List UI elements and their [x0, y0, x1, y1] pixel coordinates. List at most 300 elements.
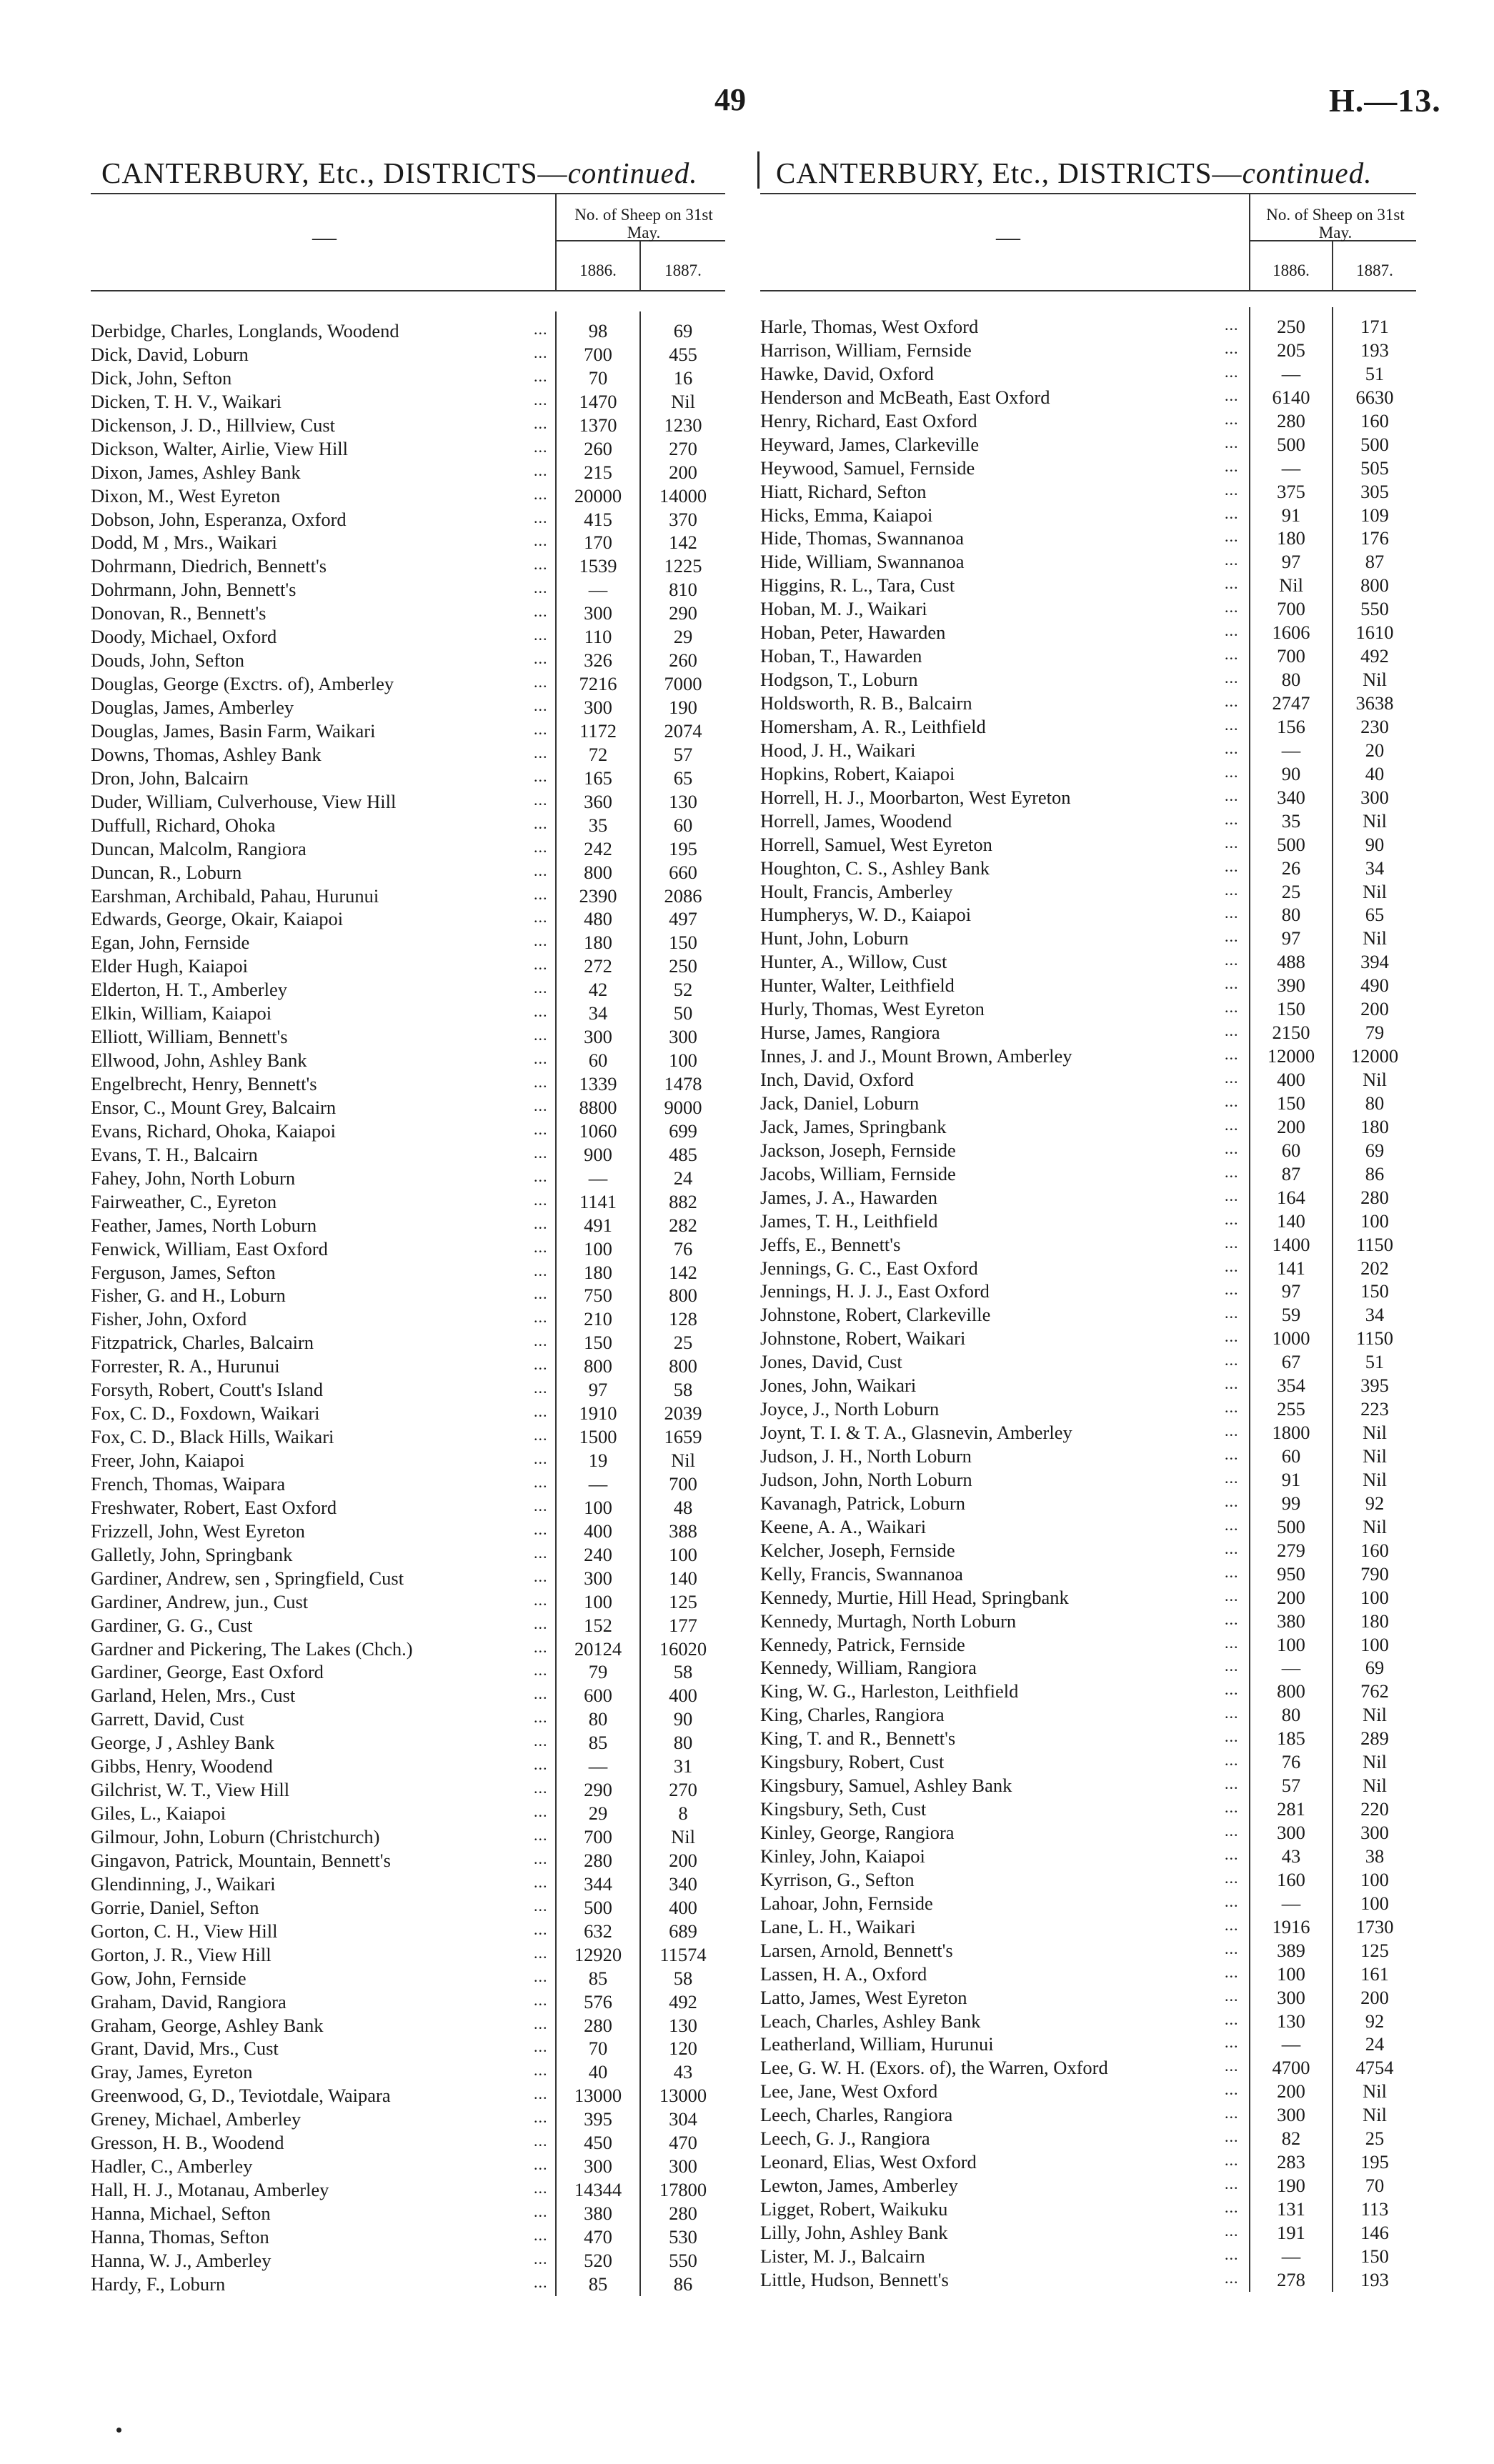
sheep-1886-value: 480: [584, 908, 612, 930]
sheep-1887-value: 130: [669, 2014, 697, 2036]
owner-name: Kingsbury, Robert, Cust: [760, 1751, 945, 1773]
table-row: [760, 1162, 1416, 1185]
sheep-1886-value: 290: [584, 1779, 612, 1801]
sheep-1886-value: 300: [1277, 1986, 1305, 2008]
owner-name: Elkin, William, Kaiapoi: [91, 1002, 272, 1024]
sheep-1886-value: 800: [584, 861, 612, 883]
sheep-1886-value: 200: [1277, 1115, 1305, 1137]
sheep-1887-value: 125: [669, 1590, 697, 1612]
sheep-1887-value: 340: [669, 1872, 697, 1895]
leader-dots: ...: [1225, 1586, 1239, 1605]
sheep-1886-value: 278: [1277, 2268, 1305, 2290]
sheep-1886-value: —: [588, 1472, 608, 1495]
leader-dots: ...: [1225, 457, 1239, 475]
sheep-1886-value: 20124: [574, 1637, 622, 1660]
sheep-1887-value: 69: [1365, 1657, 1385, 1679]
sheep-1887-value: Nil: [1363, 1751, 1387, 1773]
sheep-1886-value: Nil: [1279, 574, 1303, 597]
table-row: [91, 1942, 725, 1966]
owner-name: Hodgson, T., Loburn: [760, 669, 918, 691]
owner-name: Greney, Michael, Amberley: [91, 2108, 302, 2130]
table-row: [760, 2173, 1416, 2197]
leader-dots: ...: [534, 1967, 548, 1985]
leader-dots: ...: [1225, 2033, 1239, 2052]
sheep-1886-value: 300: [584, 1026, 612, 1048]
table-row: [760, 479, 1416, 503]
table-row: [760, 503, 1416, 527]
owner-name: Hopkins, Robert, Kaiapoi: [760, 762, 955, 784]
left-column-title: [101, 156, 698, 190]
owner-name: James, J. A., Hawarden: [760, 1186, 938, 1208]
owner-name: Horrell, Samuel, West Eyreton: [760, 833, 992, 855]
sheep-1887-value: 550: [669, 2249, 697, 2271]
owner-name: Gilmour, John, Loburn (Christchurch): [91, 1826, 380, 1847]
right-rows: [760, 314, 1416, 2291]
leader-dots: ...: [534, 1002, 548, 1021]
sheep-1886-value: 300: [584, 1567, 612, 1589]
owner-name: Jeffs, E., Bennett's: [760, 1233, 901, 1255]
column-separator: [757, 151, 760, 189]
sheep-1886-value: 100: [584, 1237, 612, 1260]
sheep-1886-value: 70: [588, 2037, 608, 2060]
leader-dots: ...: [1225, 433, 1239, 452]
leader-dots: ...: [1225, 1868, 1239, 1887]
sheep-1887-value: 260: [669, 649, 697, 672]
sheep-1887-value: Nil: [671, 390, 695, 412]
table-row: [760, 1067, 1416, 1091]
leader-dots: ...: [534, 884, 548, 903]
owner-name: Kinley, John, Kaiapoi: [760, 1845, 925, 1867]
sheep-1886-value: 344: [584, 1872, 612, 1895]
sheep-1886-value: 14344: [574, 2179, 622, 2201]
sheep-1887-value: 492: [669, 1990, 697, 2012]
leader-dots: ...: [534, 1872, 548, 1891]
sheep-1886-value: 300: [584, 697, 612, 718]
leader-dots: ...: [534, 1167, 548, 1185]
leader-dots: ...: [534, 2273, 548, 2291]
leader-dots: ...: [534, 1567, 548, 1585]
leader-dots: ...: [534, 649, 548, 668]
sheep-1886-value: 80: [588, 1708, 608, 1730]
sheep-1887-value: 700: [669, 1472, 697, 1495]
sheep-1886-value: 180: [584, 932, 612, 954]
table-row: [91, 1801, 725, 1825]
sheep-1886-value: 35: [1281, 809, 1301, 832]
leader-dots: ...: [1225, 1327, 1239, 1346]
table-row: [91, 1072, 725, 1095]
sheep-1886-value: 600: [584, 1685, 612, 1707]
sheep-1887-value: 200: [1360, 998, 1389, 1020]
sheep-1886-value: 470: [584, 2225, 612, 2248]
table-row: [760, 1350, 1416, 1373]
owner-name: Gardiner, Andrew, jun., Cust: [91, 1590, 309, 1612]
sheep-1886-value: 70: [588, 366, 608, 389]
sheep-1886-value: 100: [584, 1496, 612, 1518]
sheep-1887-value: Nil: [1363, 1515, 1387, 1537]
leader-dots: ...: [1225, 1162, 1239, 1181]
owner-name: Forsyth, Robert, Coutt's Island: [91, 1379, 323, 1401]
table-row: [760, 785, 1416, 809]
sheep-1886-value: 1141: [579, 1190, 617, 1212]
leader-dots: ...: [534, 1214, 548, 1232]
sheep-1887-value: 280: [669, 2203, 697, 2224]
leader-dots: ...: [534, 1496, 548, 1515]
table-row: [91, 1283, 725, 1307]
sheep-1887-value: 280: [1360, 1186, 1389, 1208]
table-row: [760, 2197, 1416, 2220]
owner-name: Judson, J. H., North Loburn: [760, 1445, 972, 1467]
sheep-1887-value: 79: [1365, 1022, 1385, 1044]
leader-dots: ...: [534, 1096, 548, 1114]
table-row: [91, 1707, 725, 1730]
sheep-1887-value: 92: [1365, 2010, 1385, 2032]
table-row: [760, 1091, 1416, 1114]
table-row: [760, 2032, 1416, 2055]
sheep-1886-value: 255: [1277, 1398, 1305, 1420]
owner-name: Hurse, James, Rangiora: [760, 1022, 940, 1044]
table-row: [760, 2268, 1416, 2291]
table-row: [91, 554, 725, 577]
owner-name: Lee, G. W. H. (Exors. of), the Warren, Oxford: [760, 2057, 1108, 2079]
owner-name: Harle, Thomas, West Oxford: [760, 316, 979, 337]
sheep-1887-value: 282: [669, 1214, 697, 1236]
owner-name: Jack, Daniel, Loburn: [760, 1092, 920, 1114]
sheep-1886-value: 90: [1281, 762, 1301, 784]
leader-dots: ...: [1225, 1798, 1239, 1817]
sheep-1887-value: 34: [1365, 1304, 1385, 1326]
sheep-1886-value: 97: [588, 1379, 608, 1401]
owner-name: Leatherland, William, Hurunui: [760, 2033, 994, 2055]
table-row: [91, 1237, 725, 1260]
leader-dots: ...: [534, 2014, 548, 2032]
sheep-1886-value: 2150: [1272, 1022, 1310, 1044]
owner-name: Hoban, M. J., Waikari: [760, 598, 927, 620]
table-row: [760, 1515, 1416, 1538]
table-row: [760, 1491, 1416, 1515]
sheep-1887-value: 51: [1365, 1351, 1385, 1373]
owner-name: Downs, Thomas, Ashley Bank: [91, 743, 322, 765]
table-row: [91, 1472, 725, 1495]
leader-dots: ...: [1225, 1633, 1239, 1652]
sheep-1886-value: 7216: [579, 673, 617, 695]
owner-name: George, J , Ashley Bank: [91, 1732, 275, 1754]
sheep-1887-value: 195: [669, 837, 697, 859]
owner-name: Hunter, A., Willow, Cust: [760, 951, 947, 973]
sheep-1887-value: 146: [1360, 2221, 1389, 2243]
table-row: [91, 624, 725, 648]
table-row: [760, 1891, 1416, 1915]
owner-name: Gardiner, George, East Oxford: [91, 1661, 324, 1683]
sheep-1887-value: 400: [669, 1896, 697, 1918]
owner-name: Lane, L. H., Waikari: [760, 1915, 916, 1937]
owner-name: Garland, Helen, Mrs., Cust: [91, 1685, 296, 1707]
sheep-1887-value: 51: [1365, 362, 1385, 384]
sheep-1886-value: 1800: [1272, 1422, 1310, 1444]
sheep-1886-value: 91: [1281, 1468, 1301, 1490]
sheep-1886-value: 34: [588, 1002, 608, 1024]
leader-dots: ...: [534, 1990, 548, 2009]
leader-dots: ...: [534, 579, 548, 597]
sheep-1887-value: 38: [1365, 1845, 1385, 1867]
sheep-1887-value: 470: [669, 2132, 697, 2154]
leader-dots: ...: [1225, 2268, 1239, 2287]
leader-dots: ...: [1225, 1657, 1239, 1675]
table-row: [760, 1867, 1416, 1891]
owner-name: Hunt, John, Loburn: [760, 927, 909, 949]
owner-name: Frizzell, John, West Eyreton: [91, 1520, 305, 1542]
table-row: [91, 1919, 725, 1942]
table-row: [760, 1632, 1416, 1656]
table-row: [760, 879, 1416, 903]
leader-dots: ...: [1225, 1704, 1239, 1722]
table-row: [91, 2036, 725, 2060]
sheep-1887-value: 24: [1365, 2033, 1385, 2055]
owner-name: Gresson, H. B., Woodend: [91, 2132, 284, 2154]
table-row: [760, 691, 1416, 714]
owner-name: Larsen, Arnold, Bennett's: [760, 1939, 953, 1961]
leader-dots: ...: [1225, 739, 1239, 757]
sheep-1887-value: 370: [669, 508, 697, 530]
sheep-1886-value: 99: [1281, 1492, 1301, 1514]
sheep-1887-value: 58: [673, 1661, 693, 1683]
leader-dots: ...: [534, 1450, 548, 1467]
sheep-1887-value: 12000: [1350, 1045, 1399, 1067]
owner-name: Dick, John, Sefton: [91, 366, 232, 389]
leader-dots: ...: [534, 743, 548, 762]
owner-name: Greenwood, G, D., Teviotdale, Waipara: [91, 2085, 391, 2107]
leader-dots: ...: [1225, 833, 1239, 852]
table-row: [760, 1750, 1416, 1773]
owner-name: Jones, John, Waikari: [760, 1375, 917, 1397]
table-row: [760, 456, 1416, 479]
sheep-1887-value: 177: [669, 1614, 697, 1636]
leader-dots: ...: [1225, 857, 1239, 875]
table-row: [91, 695, 725, 719]
leader-dots: ...: [1225, 1445, 1239, 1463]
owner-name: Derbidge, Charles, Longlands, Woodend: [91, 320, 399, 341]
leader-dots: ...: [1225, 974, 1239, 993]
owner-name: Ellwood, John, Ashley Bank: [91, 1049, 307, 1072]
sheep-1887-value: 4754: [1355, 2057, 1394, 2079]
sheep-1887-value: Nil: [1363, 1775, 1387, 1797]
sheep-1887-value: Nil: [1363, 1069, 1387, 1090]
owner-name: Kennedy, Murtagh, North Loburn: [760, 1610, 1017, 1632]
sheep-1886-value: 97: [1281, 1280, 1301, 1302]
sheep-1886-value: 1500: [579, 1426, 617, 1448]
sheep-1887-value: 490: [1360, 974, 1389, 997]
owner-name: Lassen, H. A., Oxford: [760, 1962, 927, 1985]
table-row: [91, 907, 725, 930]
table-row: [91, 742, 725, 766]
table-row: [760, 902, 1416, 926]
owner-name: Inch, David, Oxford: [760, 1069, 914, 1090]
owner-name: James, T. H., Leithfield: [760, 1209, 938, 1232]
sheep-1886-value: 97: [1281, 927, 1301, 949]
sheep-1886-value: 800: [584, 1355, 612, 1377]
leader-dots: ...: [1225, 1962, 1239, 1981]
sheep-1886-value: 35: [588, 814, 608, 836]
sheep-1887-value: 270: [669, 1779, 697, 1801]
leader-dots: ...: [534, 508, 548, 527]
sheep-1886-value: 29: [588, 1802, 608, 1825]
leader-dots: ...: [534, 532, 548, 550]
sheep-1886-value: 491: [584, 1214, 612, 1236]
leader-dots: ...: [534, 1426, 548, 1445]
owner-name: Houghton, C. S., Ashley Bank: [760, 857, 990, 879]
owner-name: Gray, James, Eyreton: [91, 2061, 253, 2083]
leader-dots: ...: [534, 767, 548, 785]
sheep-1887-value: 20: [1365, 739, 1385, 761]
owner-name: Horrell, James, Woodend: [760, 809, 952, 832]
sheep-1886-value: 76: [1281, 1751, 1301, 1773]
table-row: [91, 1048, 725, 1072]
owner-name: Kennedy, Patrick, Fernside: [760, 1633, 965, 1655]
owner-name: King, T. and R., Bennett's: [760, 1727, 956, 1750]
owner-name: Freshwater, Robert, East Oxford: [91, 1496, 337, 1518]
owner-name: Kelly, Francis, Swannanoa: [760, 1562, 963, 1585]
owner-name: Gorton, C. H., View Hill: [91, 1920, 278, 1942]
sheep-1886-value: 415: [584, 508, 612, 530]
leader-dots: ...: [1225, 692, 1239, 710]
leader-dots: ...: [1225, 1492, 1239, 1510]
sheep-1886-value: 4700: [1272, 2057, 1310, 2079]
table-row: [91, 2178, 725, 2201]
column-rule: [1332, 307, 1333, 2292]
sheep-1887-value: 790: [1360, 1562, 1389, 1585]
leader-dots: ...: [1225, 1375, 1239, 1393]
owner-name: Giles, L., Kaiapoi: [91, 1802, 226, 1825]
table-row: [91, 1777, 725, 1801]
table-row: [760, 667, 1416, 691]
sheep-1887-value: 250: [669, 955, 697, 977]
sheep-1887-value: Nil: [1363, 880, 1387, 902]
sheep-1886-value: 57: [1281, 1775, 1301, 1797]
sheep-1887-value: 13000: [659, 2085, 707, 2107]
sheep-1887-value: 109: [1360, 504, 1389, 526]
sheep-1886-value: 42: [588, 979, 608, 1001]
owner-name: Fitzpatrick, Charles, Balcairn: [91, 1332, 314, 1354]
sheep-1887-value: 160: [1360, 409, 1389, 432]
sheep-1887-value: 6630: [1355, 386, 1394, 408]
leader-dots: ...: [534, 2132, 548, 2150]
leader-dots: ...: [1225, 527, 1239, 546]
sheep-1887-value: 223: [1360, 1398, 1389, 1420]
owner-name: Henderson and McBeath, East Oxford: [760, 386, 1050, 408]
sheep-1887-value: 395: [1360, 1375, 1389, 1397]
sheep-1887-value: 150: [669, 932, 697, 954]
sheep-1886-value: 82: [1281, 2128, 1301, 2150]
leader-dots: ...: [1225, 622, 1239, 640]
leader-dots: ...: [1225, 786, 1239, 804]
right-sheep-header: No. of Sheep on 31st May.: [1266, 206, 1405, 241]
sheep-1887-value: 100: [1360, 1209, 1389, 1232]
table-row: [760, 644, 1416, 667]
table-row: [91, 766, 725, 789]
sheep-1886-value: 326: [584, 649, 612, 672]
owner-name: Ensor, C., Mount Grey, Balcairn: [91, 1096, 337, 1118]
table-row: [760, 832, 1416, 856]
sheep-1887-value: 180: [1360, 1610, 1389, 1632]
sheep-1887-value: 65: [1365, 904, 1385, 926]
leader-dots: ...: [534, 790, 548, 809]
sheep-1887-value: Nil: [1363, 927, 1387, 949]
owner-name: Douglas, George (Exctrs. of), Amberley: [91, 673, 394, 695]
leader-dots: ...: [534, 626, 548, 644]
sheep-1886-value: 19: [588, 1450, 608, 1471]
sheep-1887-value: 1730: [1355, 1915, 1394, 1937]
leader-dots: ...: [534, 1708, 548, 1727]
owner-name: Galletly, John, Springbank: [91, 1543, 293, 1565]
sheep-1887-value: 762: [1360, 1680, 1389, 1702]
column-rule: [555, 311, 557, 2296]
owner-name: Dobson, John, Esperanza, Oxford: [91, 508, 347, 530]
sheep-1886-value: 375: [1277, 480, 1305, 502]
sheep-1887-value: 150: [1360, 1280, 1389, 1302]
table-row: [91, 1448, 725, 1472]
leader-dots: ...: [1225, 551, 1239, 569]
sheep-1886-value: 80: [1281, 1704, 1301, 1726]
sheep-1886-value: 80: [1281, 669, 1301, 691]
owner-name: Leach, Charles, Ashley Bank: [760, 2010, 981, 2032]
sheep-1886-value: 59: [1281, 1304, 1301, 1326]
sheep-1886-value: 1172: [579, 719, 617, 742]
owner-name: Kyrrison, G., Sefton: [760, 1868, 915, 1890]
sheep-1886-value: 520: [584, 2249, 612, 2271]
owner-name: Fairweather, C., Eyreton: [91, 1190, 277, 1212]
leader-dots: ...: [534, 861, 548, 879]
leader-dots: ...: [534, 2249, 548, 2268]
sheep-1886-value: 87: [1281, 1162, 1301, 1184]
sheep-1886-value: 200: [1277, 2080, 1305, 2103]
table-row: [91, 1166, 725, 1189]
sheep-1886-value: 280: [584, 1849, 612, 1871]
owner-name: Innes, J. and J., Mount Brown, Amberley: [760, 1045, 1072, 1067]
sheep-1887-value: 304: [669, 2108, 697, 2130]
leader-dots: ...: [534, 837, 548, 856]
table-row: [760, 1773, 1416, 1797]
sheep-1887-value: 48: [673, 1496, 693, 1518]
leader-dots: ...: [534, 2085, 548, 2103]
sheep-1887-value: 800: [669, 1285, 697, 1307]
sheep-1886-value: 110: [584, 626, 612, 648]
table-row: [91, 672, 725, 695]
leader-dots: ...: [534, 1920, 548, 1938]
sheep-1887-value: 90: [1365, 833, 1385, 855]
table-row: [760, 997, 1416, 1020]
table-row: [91, 1307, 725, 1330]
table-row: [760, 762, 1416, 785]
leader-dots: ...: [1225, 574, 1239, 593]
right-column-title: [776, 156, 1373, 190]
sheep-1886-value: 164: [1277, 1186, 1305, 1208]
owner-name: Gow, John, Fernside: [91, 1967, 246, 1989]
table-row: [91, 1566, 725, 1590]
leader-dots: ...: [534, 2061, 548, 2080]
table-row: [760, 2126, 1416, 2150]
owner-name: Fahey, John, North Loburn: [91, 1167, 296, 1189]
sheep-1886-value: 200: [1277, 1586, 1305, 1608]
table-row: [760, 573, 1416, 597]
table-row: [91, 930, 725, 954]
sheep-1887-value: 87: [1365, 551, 1385, 573]
leader-dots: ...: [1225, 1092, 1239, 1110]
table-row: [760, 1467, 1416, 1491]
leader-dots: ...: [534, 1732, 548, 1750]
sheep-1886-value: 60: [1281, 1139, 1301, 1161]
sheep-1887-value: 58: [673, 1379, 693, 1401]
sheep-1886-value: 152: [584, 1614, 612, 1636]
leader-dots: ...: [1225, 2221, 1239, 2240]
